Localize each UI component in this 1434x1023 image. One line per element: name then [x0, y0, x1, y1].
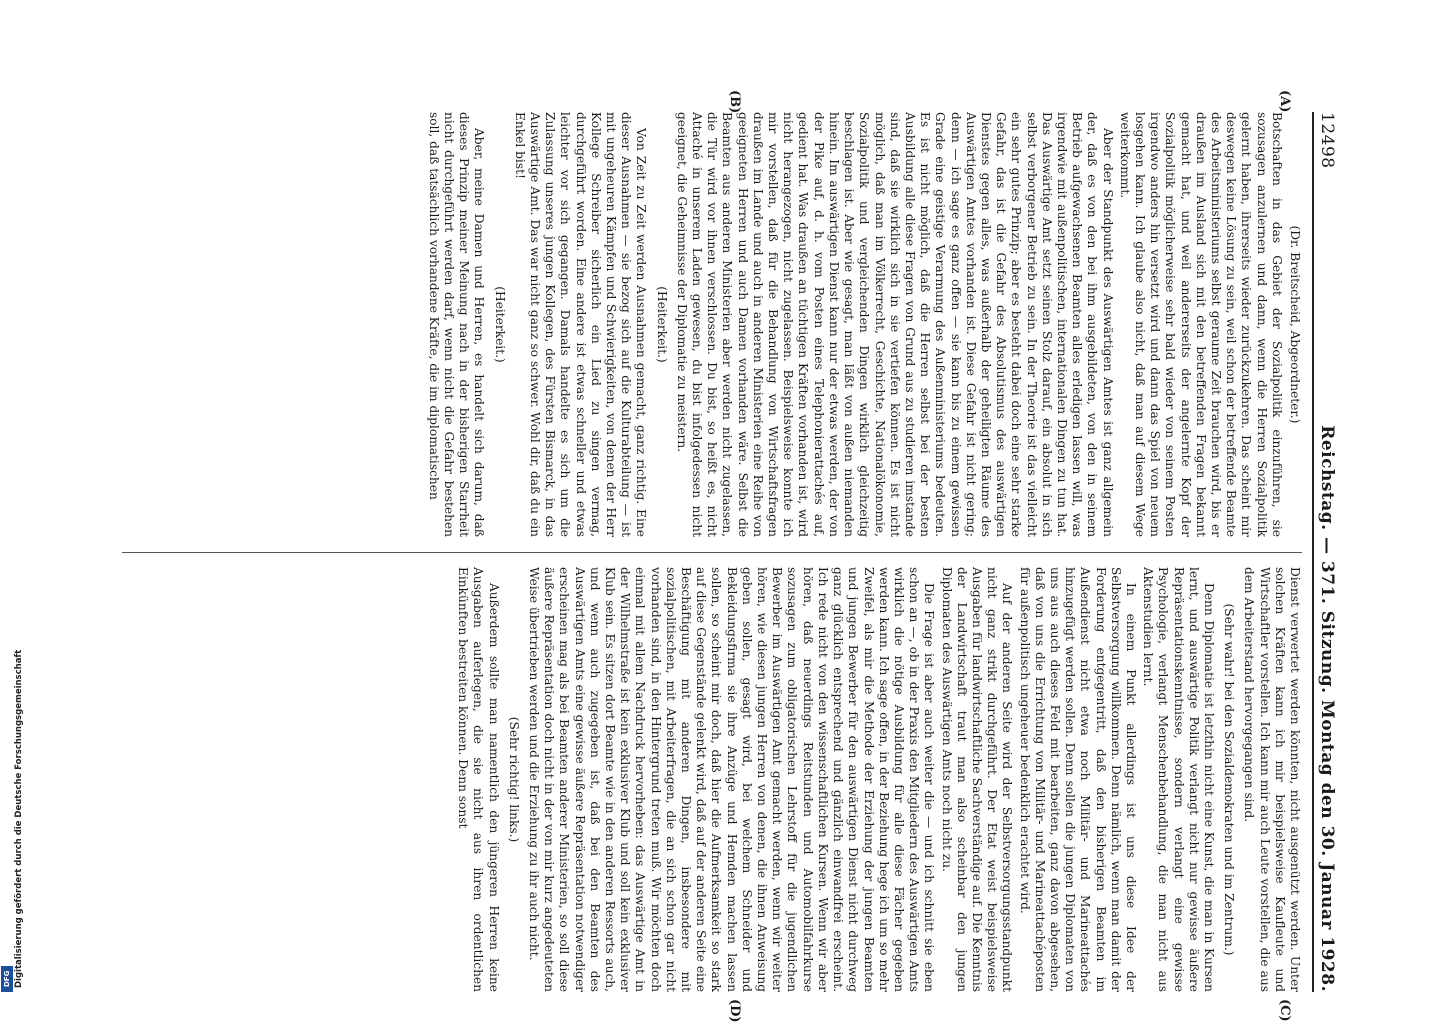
- paragraph: Dienst verwertet werden könnten, nicht ausgenützt werden. Unter solchen Kräften kann ich mir beispielsweise Kaufleute und Wirtschaftler vorstellen. Ich kann mir auch Leute vorstellen, die aus dem Arbeiterstand hervorgegangen sind.: [1242, 567, 1302, 992]
- page-title: Reichstag. — 371. Sitzung. Montag den 30. Januar 1928.: [1317, 425, 1337, 992]
- document-page: [102, 90, 1342, 1023]
- margin-marker-c: (C): [1277, 999, 1292, 1022]
- right-column: [112, 567, 1302, 992]
- left-column: [112, 112, 1302, 537]
- paragraph: In einem Punkt allerdings ist uns diese Idee der Selbstversorgung willkommen. Denn nämlich, wenn man damit der Forderung entgegentritt, daß den bisherigen Beamten im Außendienst nicht etwa noch Militär- und Marineattachés hinzugefügt werden sollen. Denn sollen die jungen Diplomaten von uns aus auch dieses Feld mit bearbeiten, ganz davon abgesehen, daß von uns die Errichtung von Militär- und Marineattachéposten für außenpolitisch ungeheuer bedenklich erachtet wird.: [1017, 567, 1138, 992]
- dfg-logo: DFG: [1, 966, 13, 992]
- margin-marker-b: (B): [727, 90, 742, 114]
- remark: (Heiterkeit.): [654, 286, 669, 363]
- margin-marker-d: (D): [727, 999, 742, 1023]
- paragraph: Aber der Standpunkt des Auswärtigen Amtes ist ganz allgemein der, daß es von den bei ihm ausgebildeten, von den in seinem Betrieb aufgewachsenen Beamten alles erledigen lassen will, was irgendwie mit außenpolitischen, internationalen Dingen zu tun hat. Das Auswärtige Amt setzt seinen Stolz darauf, ein absolut in sich selbst verborgener Betrieb zu sein. In der Theorie ist das vielleicht ein sehr gutes Prinzip; aber es besteht dabei doch eine sehr starke Gefahr, das ist die Gefahr des Absolutismus des auswärtigen Dienstes gegen alles, was außerhalb der geheiligten Räume des Auswärtigen Amtes vorhanden ist. Diese Gefahr ist nicht gering; denn — ich sage es ganz offen — sie kann bis zu einem gewissen Grade eine geistige Verarmung des Außenministeriums bedeuten. Es ist nicht möglich, daß die Herren selbst bei der besten Ausbildung alle diese Fragen von Grund aus zu studieren imstande sind, daß sie wirklich sich in sie vertiefen können. Es ist nicht möglich, daß man im Völkerrecht, Geschichte, Nationalökonomie, Sozialpolitik und vergleichenden Dingen wirklich gleichzeitig beschlagen ist. Aber wie gesagt, man läßt von außen niemanden hinein. Im auswärtigen Dienst kann nur der etwas werden, der von der Pike auf, d. h. vom Posten eines Telephonierattachés auf, gedient hat. Was draußen an tüchtigen Kräften vorhanden ist, wird nicht herangezogen, nicht zugelassen. Beispielsweise konnte ich mir vorstellen, daß für die Behandlung von Wirtschaftsfragen draußen im Lande und auch in anderen Ministerien eine Reihe von geeigneten Herren und auch Damen vorhanden wäre. Selbst die Beamten aus anderen Ministerien aber werden nicht zugelassen, die Tür wird vor ihnen verschlossen. Du bist, so heißt es, nicht Attaché in unserem Laden gewesen, du bist infolgedessen nicht geeignet, die Geheimnisse der Diplomatie zu meistern.: [674, 112, 1115, 537]
- paragraph: Außerdem sollte man namentlich den jüngeren Herren keine Ausgaben auferlegen, die sie nicht aus ihren ordentlichen Einkünften bestreiten können. Denn sonst: [456, 567, 501, 992]
- paragraph: Denn Diplomatie ist letzthin nicht eine Kunst, die man in Kursen lernt, und auswärtige Politik verlangt nicht nur gewisse äußere Repräsentationskenntnisse, sondern verlangt eine gewisse Psychologie, verlangt Menschenbehandlung, die man nicht aus Aktenstudien lernt.: [1141, 567, 1216, 992]
- remark: (Sehr richtig! links.): [506, 716, 521, 843]
- digitization-sidebar: [0, 0, 24, 1000]
- page-number: 12498: [1317, 112, 1337, 169]
- speaker-line: (Dr. Breitscheid, Abgeordneter.): [1288, 225, 1302, 424]
- margin-marker-a: (A): [1277, 90, 1292, 113]
- remark: (Heiterkeit.): [492, 286, 507, 363]
- paragraph: Von Zeit zu Zeit werden Ausnahmen gemacht, ganz richtig. Eine dieser Ausnahmen — sie bezog sich auf die Kulturabteilung — ist mit ungeheuren Kämpfen und Schwierigkeiten, von denen der Herr Kollege Schreiber sicherlich ein Lied zu singen vermag, durchgeführt worden. Eine andere ist etwas schneller und etwas leichter vor sich gegangen. Damals handelte es sich um die Zulassung unseres jungen Kollegen, des Fürsten Bismarck, in das Auswärtige Amt. Das war nicht ganz so schwer. Wohl dir, daß du ein Enkel bist!: [512, 112, 649, 537]
- paragraph: Botschaften in das Gebiet der Sozialpolitik einzuführen, sie sozusagen anzulernen und dann, wenn die Herren Sozialpolitik gelernt haben, ihrerseits wieder zurückzukehren. Das scheint mir deswegen keine Lösung zu sein, weil schon der betreffende Beamte des Arbeitsministeriums selbst geraume Zeit brauchen wird, bis er draußen im Ausland sich mit den betreffenden Fragen bekannt gemacht hat, und weil andererseits der angelernte Kopf der Sozialpolitik möglicherweise sehr bald wieder von seinem Posten irgendwo anders hin versetzt wird und dann das Spiel von neuem losgehen kann. Ich glaube also nicht, daß man auf diesem Wege weiterkommt.: [1117, 112, 1284, 537]
- paragraph: Auf der anderen Seite wird der Selbstversorgungsstandpunkt nicht ganz strikt durchgeführt. Der Etat weist beispielsweise Ausgaben für landwirtschaftliche Sachverständige auf. Die Kenntnis der Landwirtschaft traut man also scheinbar den jungen Diplomaten des Auswärtigen Amts noch nicht zu.: [939, 567, 1015, 992]
- column-divider: [122, 552, 1302, 553]
- paragraph: Aber, meine Damen und Herren, es handelt sich darum, daß dieses Prinzip meiner Meinung nach in der bisherigen Starrheit nicht durchgeführt werden darf, wenn nicht die Gefahr bestehen soll, daß tatsächlich vorhandene Kräfte, die im diplomatischen: [426, 112, 487, 537]
- remark: (Sehr wahr! bei den Sozialdemokraten und im Zentrum.): [1222, 603, 1237, 956]
- paragraph: Die Frage ist aber auch weiter die — und ich schnitt sie eben schon an —, ob in der Praxis den Mitgliedern des Auswärtigen Amts wirklich die nötige Ausbildung für alle diese Fächer gegeben werden kann. Ich sage offen, in der Beziehung hege ich um so mehr Zweifel, als mir die Methode der Erziehung der jungen Beamten und jungen Bewerber für den auswärtigen Dienst nicht durchweg ganz glücklich entsprechend und gänzlich einwandfrei erscheint. Ich rede nicht von den wissenschaftlichen Kursen. Wenn wir aber hören, daß neuerdings Reitstunden und Automobilfahrkurse sozusagen zum obligatorischen Lehrstoff für die jugendlichen Bewerber im Auswärtigen Amt gemacht werden, wenn wir weiter hören, wie diesen jungen Herren von denen, die ihnen Anweisung geben sollen, gesagt wird, bei welchem Schneider und Bekleidungsfirma sie ihre Anzüge und Hemden machen lassen sollen, so scheint mir doch, daß hier die Aufmerksamkeit so stark auf diese Gegenstände gelenkt wird, daß auf der anderen Seite eine Beschäftigung mit anderen Dingen, insbesondere mit sozialpolitischen, mit Arbeiterfragen, die an sich schon gar nicht vorhanden sind, in den Hintergrund treten muß. Wir möchten doch einmal mit allem Nachdruck hervorheben: das Auswärtige Amt in der Wilhelmstraße ist kein exklusiver Klub und soll kein exklusiver Klub sein. Es sitzen dort Beamte wie in den anderen Ressorts auch, und wenn auch zugegeben ist, daß bei den Beamten des Auswärtigen Amts eine gewisse äußere Repräsentation notwendiger erscheinen mag als bei Beamten anderer Ministerien, so soll diese äußere Repräsentation doch nicht in der von mir kurz angedeuteten Weise übertrieben werden und die Erziehung zu ihr auch nicht.: [527, 567, 937, 992]
- dfg-credit-text: Digitalisierung gefördert durch die Deutsche Forschungsgemeinschaft: [14, 649, 24, 988]
- page-header: [1312, 112, 1342, 992]
